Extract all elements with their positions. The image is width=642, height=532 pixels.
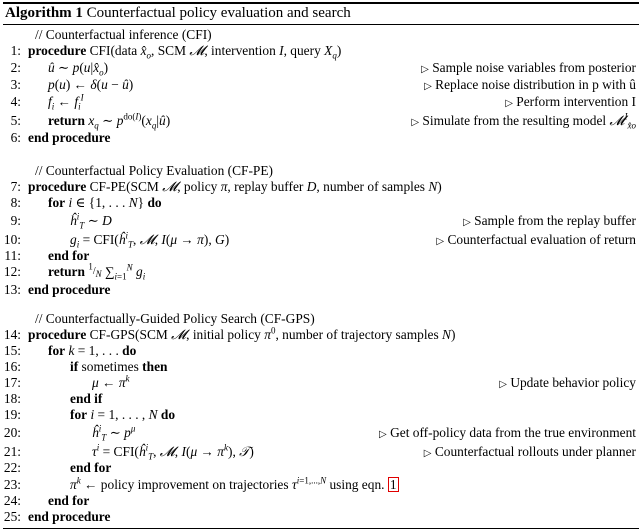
line-number: 22: xyxy=(3,460,21,475)
line-number: 3: xyxy=(10,77,21,92)
line-code: end for xyxy=(48,493,90,508)
line-number: 4: xyxy=(10,94,21,109)
line-code: end for xyxy=(48,248,90,263)
line-comment: ▷ Perform intervention I xyxy=(505,94,636,109)
line-number: 1: xyxy=(10,43,21,58)
line-code: return $^1/_N$ $\sum_{i=1}^N$ $g_i$ xyxy=(48,261,146,282)
algo-line xyxy=(0,232,642,248)
line-comment: ▷ Get off-policy data from the true environment xyxy=(379,425,636,440)
algo-line xyxy=(0,359,642,375)
algo-line xyxy=(0,261,642,282)
line-code: $f_i$ ← $f_i^I$ xyxy=(48,92,84,112)
line-number: 14: xyxy=(3,327,21,342)
line-comment: ▷ Sample from the replay buffer xyxy=(463,213,636,228)
line-number: 13: xyxy=(3,282,21,297)
algo-line xyxy=(0,282,642,298)
algo-line xyxy=(0,327,642,343)
line-number: 25: xyxy=(3,509,21,524)
line-code: end if xyxy=(70,391,103,406)
algo-line xyxy=(0,407,642,423)
line-number: 2: xyxy=(10,60,21,75)
line-comment: ▷ Replace noise distribution in p with û xyxy=(424,77,636,92)
line-number: 6: xyxy=(10,130,21,145)
line-number: 11: xyxy=(4,248,21,263)
line-code: return $x_q$ ∼ $p^{do(I)}(x_q|û)$ xyxy=(48,111,171,131)
line-code: if sometimes then xyxy=(70,359,168,374)
line-code: for i ∈ {1, . . . N} do xyxy=(48,195,162,210)
algo-line xyxy=(0,493,642,509)
algo-line xyxy=(0,477,642,493)
algo-line xyxy=(0,113,642,129)
top-rule xyxy=(3,2,639,4)
line-code: end procedure xyxy=(28,130,111,145)
line-code: procedure CF-GPS(SCM 𝓜, initial policy $\pi^0$, number of trajectory samples N) xyxy=(28,325,456,342)
line-code: μ ← $\pi^k$ xyxy=(92,373,130,390)
algo-line xyxy=(0,375,642,391)
algo-line xyxy=(0,460,642,476)
line-comment: ▷ Sample noise variables from posterior xyxy=(421,60,636,75)
line-code: $\pi^k$ ← policy improvement on trajectories $\tau^{i=1,...,N}$ using eqn. 1 xyxy=(70,475,397,492)
bottom-rule xyxy=(3,528,639,529)
line-code: procedure CF-PE(SCM 𝓜, policy π, replay buffer D, number of samples N) xyxy=(28,179,442,194)
line-code: for i = 1, . . . , N do xyxy=(70,407,176,422)
algo-line xyxy=(0,77,642,93)
line-number: 10: xyxy=(3,232,21,247)
line-number: 24: xyxy=(3,493,21,508)
line-number: 5: xyxy=(10,113,21,128)
section-header-cfi: // Counterfactual inference (CFI) xyxy=(35,27,212,42)
line-number: 7: xyxy=(10,179,21,194)
algorithm-caption xyxy=(5,5,351,22)
caption-rule xyxy=(3,24,639,25)
line-number: 16: xyxy=(3,359,21,374)
line-code: $ĥ^i_T$ ∼ D xyxy=(70,211,112,231)
line-number: 18: xyxy=(3,391,21,406)
line-comment: ▷ Update behavior policy xyxy=(499,375,636,390)
line-code: $ĥ^i_T$ ∼ $p^\mu$ xyxy=(92,423,136,443)
algorithm-title: Counterfactual policy evaluation and search xyxy=(86,5,351,21)
line-code: $\tau^i$ = $CFI(ĥ^i_T$, 𝓜, $I(\mu \to \pi^k)$, 𝒯) xyxy=(92,442,254,462)
line-number: 9: xyxy=(10,213,21,228)
line-code: end procedure xyxy=(28,282,111,297)
algo-line xyxy=(0,179,642,195)
line-code: end procedure xyxy=(28,509,111,524)
line-number: 20: xyxy=(3,425,21,440)
line-number: 12: xyxy=(3,264,21,279)
algo-line xyxy=(0,60,642,76)
line-number: 21: xyxy=(3,444,21,459)
algo-line xyxy=(0,425,642,441)
line-number: 19: xyxy=(3,407,21,422)
algo-line xyxy=(0,43,642,59)
algo-line xyxy=(0,444,642,460)
line-comment: ▷ Counterfactual evaluation of return xyxy=(436,232,636,247)
equation-reference-link[interactable]: 1 xyxy=(389,477,397,492)
algo-line xyxy=(0,391,642,407)
line-number: 15: xyxy=(3,343,21,358)
line-code: end for xyxy=(70,460,112,475)
line-number: 8: xyxy=(10,195,21,210)
algo-line xyxy=(0,94,642,110)
algo-line xyxy=(0,130,642,146)
line-comment: ▷ Counterfactual rollouts under planner xyxy=(423,444,636,459)
line-number: 17: xyxy=(3,375,21,390)
algo-line xyxy=(0,213,642,229)
line-code: procedure CFI(data $x̂_o$, SCM 𝓜, intervention I, query $X_q$) xyxy=(28,43,342,61)
algorithm-label: Algorithm 1 xyxy=(5,5,83,21)
line-code: for k = 1, . . . do xyxy=(48,343,137,358)
line-number: 23: xyxy=(3,477,21,492)
algo-line xyxy=(0,195,642,211)
section-header-cfgps: // Counterfactually-Guided Policy Search (CF-GPS) xyxy=(35,311,315,326)
line-code: $g_i$ = $CFI(ĥ^i_T$, 𝓜, I(μ → π), G) xyxy=(70,230,230,250)
line-comment: ▷ Simulate from the resulting model 𝓜$^I_{x̂o}$ xyxy=(411,111,636,131)
algo-line xyxy=(0,343,642,359)
algo-line xyxy=(0,248,642,264)
section-header-cfpe: // Counterfactual Policy Evaluation (CF-PE) xyxy=(35,163,274,178)
line-code: û ∼ $p(u|x̂_o)$ xyxy=(48,60,109,78)
algo-line xyxy=(0,509,642,525)
line-code: p(u) ← δ(u − û) xyxy=(48,77,134,92)
